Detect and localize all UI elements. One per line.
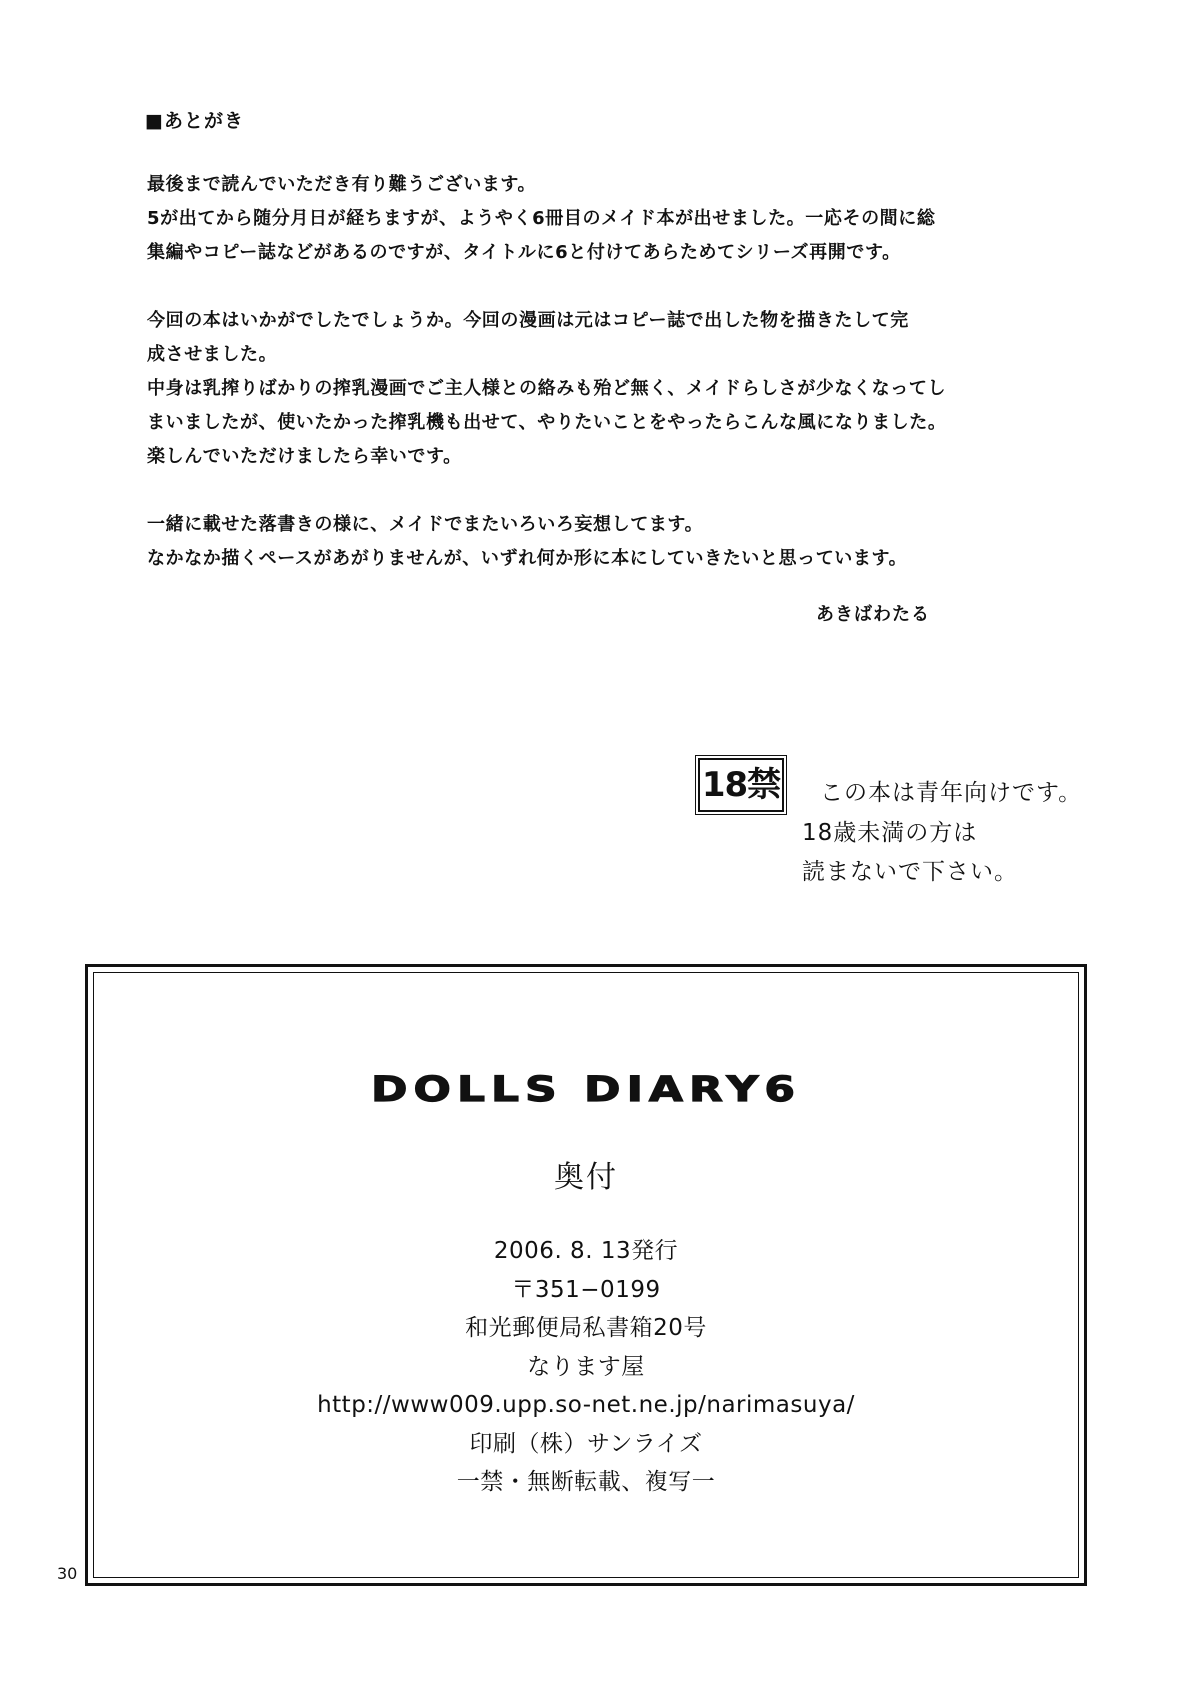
afterword-line: 集編やコピー誌などがあるのですが、タイトルに6と付けてあらためてシリーズ再開です。 [147,242,901,263]
afterword-line: 5が出てから随分月日が経ちますが、ようやく6冊目のメイド本が出せました。一応その間に総 [147,208,936,229]
afterword-line: なかなか描くペースがあがりませんが、いずれ何か形に本にしていきたいと思っています。 [147,548,908,569]
colophon-details [85,1232,1087,1502]
afterword-body [147,168,1047,610]
rating-notice-line: この本は青年向けです。 [820,780,1083,806]
afterword-paragraph [147,304,1047,474]
postal-code: 〒351−0199 [511,1276,661,1303]
colophon-label: 奥付 [554,1160,618,1195]
age-rating-badge: 18禁 [698,758,784,812]
publication-date: 2006. 8. 13発行 [493,1238,679,1264]
book-title: DOLLS DIARY6 [371,1069,801,1110]
age-rating-notice [698,758,1118,888]
rating-notice-line: 18歳未満の方は [802,820,978,846]
afterword-line: 最後まで読んでいただき有り難うございます。 [147,174,537,195]
afterword-line: まいましたが、使いたかった搾乳機も出せて、やりたいことをやったらこんな風になりました。 [147,412,947,433]
afterword-paragraph [147,168,1047,270]
afterword-line: 中身は乳搾りばかりの搾乳漫画でご主人様との絡みも殆ど無く、メイドらしさが少なくなってし [147,378,947,399]
afterword-paragraph [147,508,1047,576]
afterword-line: 今回の本はいかがでしたでしょうか。今回の漫画は元はコピー誌で出した物を描きたして完 [147,310,909,331]
copyright-notice: 一禁・無断転載、複写一 [456,1469,716,1495]
publisher-url: http://www009.upp.so-net.ne.jp/narimasuya/ [317,1392,855,1418]
postal-address: 和光郵便局私書箱20号 [465,1315,707,1341]
publisher-name: なります屋 [527,1353,645,1380]
afterword-heading: ■あとがき [145,110,244,132]
printer-name: 印刷（株）サンライズ [469,1430,703,1457]
rating-notice-line: 読まないで下さい。 [802,859,1018,885]
afterword-line: 一緒に載せた落書きの様に、メイドでまたいろいろ妄想してます。 [147,514,704,535]
afterword-line: 楽しんでいただけましたら幸いです。 [147,446,462,467]
page-number: 30 [57,1564,78,1583]
afterword-line: 成させました。 [147,344,278,365]
author-signature: あきばわたる [816,604,930,625]
colophon [85,964,1087,1586]
